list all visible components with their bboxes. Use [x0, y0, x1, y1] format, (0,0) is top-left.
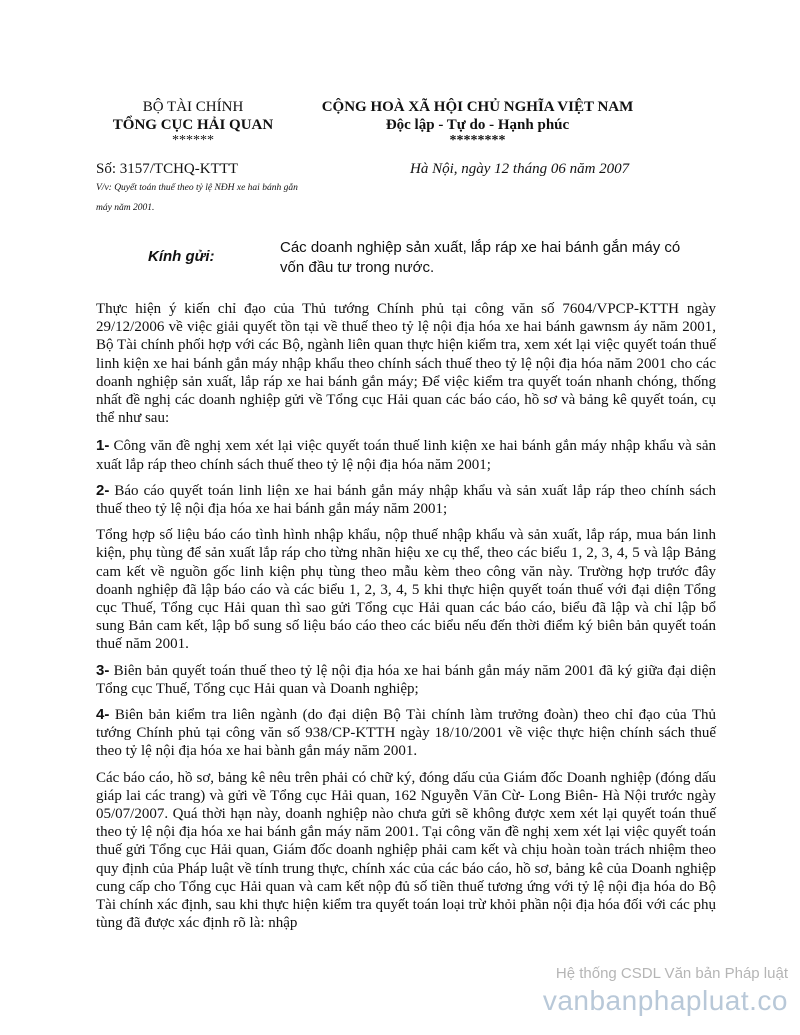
item-3-number: 3- — [96, 661, 110, 679]
motto: Độc lập - Tự do - Hạnh phúc — [385, 117, 570, 133]
item-4-number: 4- — [96, 706, 110, 724]
issuing-organization — [98, 98, 288, 134]
ministry-name: BỘ TÀI CHÍNH — [142, 99, 244, 115]
item-1 — [96, 437, 716, 473]
item-2-detail: Tổng hợp số liệu báo cáo tình hình nhập khẩu, nộp thuế nhập khẩu và sản xuất, lắp ráp, mua bán linh kiện, phụ tùng để sản xuất lắp ráp cho từng nhãn hiệu xe cụ thể, theo các biểu 1, 2, 3, 4, 5 và lập Bảng cam kết về nguồn gốc linh kiện phụ tùng theo mẫu kèm theo công văn này. Trường hợp trước đây doanh nghiệp đã lập báo cáo và các biểu 1, 2, 3, 4, 5 khi thực hiện quyết toán thuế với đại diện Tổng cục Thuế, Tổng cục Hải quan thì sao gửi Tổng cục Hải quan các báo cáo, biểu đã lập và chỉ lập bổ sung Bản cam kết, lập bổ sung số liệu báo cáo theo các biểu nếu đến thời điểm ký biên bản quyết toán thuế năm 2001. — [96, 527, 716, 653]
item-3 — [96, 662, 716, 698]
motto-separator: ******** — [449, 133, 506, 148]
document-body — [96, 300, 716, 941]
closing-paragraph: Các báo cáo, hồ sơ, bảng kê nêu trên phải có chữ ký, đóng dấu của Giám đốc Doanh nghiệp (đóng dấu giáp lai các trang) và gửi về Tổng cục Hải quan, 162 Nguyễn Văn Cừ- Long Biên- Hà Nội trước ngày 05/07/2007. Quá thời hạn này, doanh nghiệp nào chưa gửi sẽ không được xem xét lại quyết toán thuế theo tỷ lệ nội địa hóa xe hai bánh gắn máy năm 2001. Tại công văn đề nghị xem xét lại việc quyết toán thuế gửi Tổng cục Hải quan, Giám đốc doanh nghiệp phải cam kết và chịu hoàn toàn trách nhiệm theo quy định của Pháp luật về tính trung thực, chính xác của các báo cáo, hồ sơ, bảng kê của Doanh nghiệp cung cấp cho Tổng cục Hải quan và cam kết nộp đủ số tiền thuế tương ứng với tỷ lệ nội địa hóa do Bộ Tài chính xác định, sau khi thực hiện kiểm tra quyết toán loại trừ khỏi phần nội địa hóa đối với các phụ tùng đã được xác định rõ là: nhập — [96, 769, 716, 932]
national-motto — [305, 98, 650, 134]
item-2 — [96, 482, 716, 518]
intro-paragraph: Thực hiện ý kiến chỉ đạo của Thủ tướng Chính phủ tại công văn số 7604/VPCP-KTTH ngày 29/12/2006 về việc giải quyết tồn tại về thuế theo tỷ lệ nội địa hóa xe hai bánh gawnsm áy năm 2001, Bộ Tài chính phối hợp với các Bộ, ngành liên quan thực hiện kiểm tra, xem xét lại việc quyết toán thuế linh kiện xe hai bánh gắn máy nhập khẩu theo chính sách thuế theo tỷ lệ nội địa hóa năm 2001 cho các doanh nghiệp sản xuất, lắp ráp xe hai bánh gắn máy; Để việc kiểm tra quyết toán nhanh chóng, thống nhất đề nghị các doanh nghiệp gửi về Tổng cục Hải quan các báo cáo, hồ sơ và bảng kê quyết toán, cụ thể như sau: — [96, 301, 716, 427]
item-1-text: Công văn đề nghị xem xét lại việc quyết toán thuế linh kiện xe hai bánh gắn máy nhập khẩu và sản xuất lắp ráp theo chính sách thuế theo tỷ lệ nội địa hóa năm 2001; — [96, 438, 716, 473]
document-number: Số: 3157/TCHQ-KTTT — [96, 161, 239, 177]
greeting-label: Kính gửi: — [148, 248, 215, 265]
item-4-text: Biên bản kiểm tra liên ngành (do đại diện Bộ Tài chính làm trưởng đoàn) theo chỉ đạo của Thủ tướng Chính phủ tại công văn số 938/CP-KTTH ngày 18/10/2001 về việc thực hiện chính sách thuế theo tỷ lệ nội địa hóa xe hai bành gắn máy năm 2001. — [96, 707, 716, 760]
greeting-recipient: Các doanh nghiệp sản xuất, lắp ráp xe hai bánh gắn máy có vốn đầu tư trong nước. — [280, 239, 681, 276]
item-1-number: 1- — [96, 437, 110, 455]
item-4 — [96, 706, 716, 761]
department-name: TỔNG CỤC HẢI QUAN — [112, 117, 274, 133]
organization-separator: ****** — [172, 133, 214, 148]
item-2-number: 2- — [96, 481, 110, 499]
country-name: CỘNG HOÀ XÃ HỘI CHỦ NGHĨA VIỆT NAM — [321, 99, 634, 115]
item-3-text: Biên bản quyết toán thuế theo tỷ lệ nội địa hóa xe hai bánh gắn máy năm 2001 đã ký giữa đại diện Tổng cục Thuế, Tổng cục Hải quan và Doanh nghiệp; — [96, 662, 716, 697]
document-subject: V/v: Quyết toán thuế theo tỷ lệ NĐH xe hai bánh gắn máy năm 2001. — [96, 183, 298, 213]
watermark-site: vanbanphapluat.co — [542, 985, 788, 1016]
watermark-caption: Hệ thống CSDL Văn bản Pháp luật — [555, 965, 788, 982]
issue-date: Hà Nội, ngày 12 tháng 06 năm 2007 — [410, 161, 630, 177]
item-2-text: Báo cáo quyết toán linh liện xe hai bánh gắn máy nhập khẩu và sản xuất lắp ráp theo chính sách thuế theo tỷ lệ nội địa hóa xe hai bánh gắn máy năm 2001; — [96, 482, 716, 518]
